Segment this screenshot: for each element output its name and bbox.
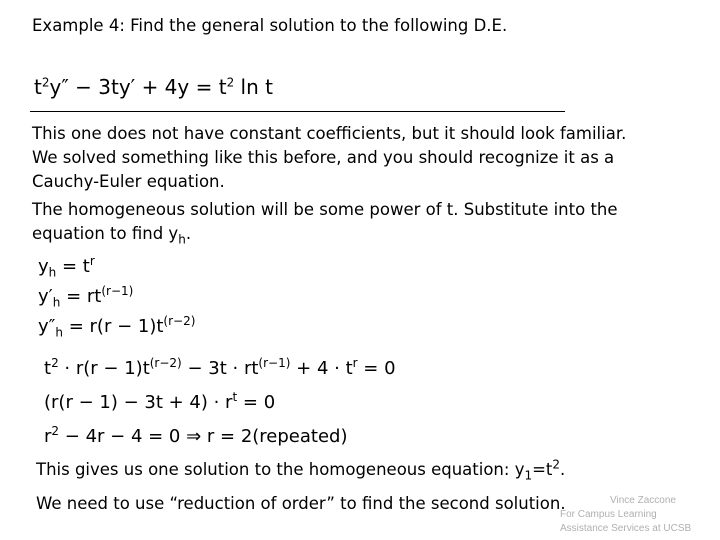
h-sub: h [48, 265, 57, 280]
line2-lhs: y′ [38, 286, 53, 307]
slide-title: Example 4: Find the general solution to the following D.E. [32, 16, 508, 35]
solution-end: . [560, 460, 566, 479]
paragraph-cauchy-euler [32, 122, 626, 194]
eq4-e: = 0 [357, 358, 396, 379]
para2-line1: The homogeneous solution will be some power of t. Substitute into the [32, 200, 618, 219]
paragraph-homogeneous [32, 198, 618, 246]
credit-line3: Assistance Services at UCSB [560, 523, 692, 534]
eq4-b: · r(r − 1)t [58, 358, 150, 379]
characteristic-equation [44, 426, 348, 448]
para2-sub: h [178, 232, 186, 247]
h-sub: h [55, 325, 63, 340]
h-sub: h [52, 295, 61, 310]
factored-equation [44, 392, 275, 414]
eq4-a-exp: 2 [51, 356, 59, 370]
line3-lhs: y″ [38, 316, 56, 337]
line2-rhs: = rt [60, 286, 102, 307]
line1-exp: r [89, 254, 95, 268]
para2-period: . [185, 224, 192, 243]
para1-line3: Cauchy-Euler equation. [32, 172, 225, 191]
para1-line1: This one does not have constant coefficients, but it should look familiar. [32, 124, 627, 143]
eq4-c-exp: (r−1) [258, 356, 291, 370]
eq5-a-exp: t [232, 390, 238, 404]
eq4-b-exp: (r−2) [149, 356, 182, 370]
line3-exp: (r−2) [163, 314, 196, 328]
eq4-a: t [44, 358, 52, 379]
eq5-a: (r(r − 1) − 3t + 4) · r [44, 392, 233, 413]
para2-text: equation to find y [32, 224, 179, 243]
eq4-c: − 3t · rt [181, 358, 259, 379]
de-rhs-tail: ln t [234, 75, 273, 99]
divider-rule [30, 111, 565, 112]
subst-line-3 [38, 316, 195, 338]
eq6-a-exp: 2 [51, 424, 60, 438]
line1-rhs: = t [56, 256, 90, 277]
solution-eq: =t [532, 460, 553, 479]
eq5-b: = 0 [237, 392, 276, 413]
solution-statement [36, 458, 565, 482]
para2-line2 [32, 222, 618, 246]
de-rhs-exp: 2 [226, 75, 235, 90]
eq6-a: r [44, 426, 52, 447]
y-symbol: y [38, 256, 49, 277]
de-body: y″ − 3ty′ + 4y = t [49, 75, 227, 99]
subst-line-1 [38, 256, 95, 278]
subst-line-2 [38, 286, 133, 308]
eq4-d-exp: r [352, 356, 358, 370]
differential-equation [34, 76, 273, 98]
credit-line1: Vince Zaccone [610, 495, 676, 506]
line3-rhs: = r(r − 1)t [63, 316, 164, 337]
credit-watermark [560, 494, 691, 536]
solution-text: This gives us one solution to the homogeneous equation: y [36, 460, 525, 479]
de-t: t [34, 75, 42, 99]
substituted-equation [44, 358, 396, 380]
solution-exp: 2 [552, 457, 561, 472]
para1-line2: We solved something like this before, and you should recognize it as a [32, 148, 615, 167]
line2-exp: (r−1) [101, 284, 134, 298]
solution-sub: 1 [524, 468, 533, 483]
reduction-statement: We need to use “reduction of order” to find the second solution. [36, 494, 566, 513]
eq4-d: + 4 · t [290, 358, 353, 379]
eq6-b: − 4r − 4 = 0 ⇒ r = 2(repeated) [59, 426, 348, 447]
de-exp: 2 [41, 75, 50, 90]
credit-line2: For Campus Learning [560, 509, 657, 520]
